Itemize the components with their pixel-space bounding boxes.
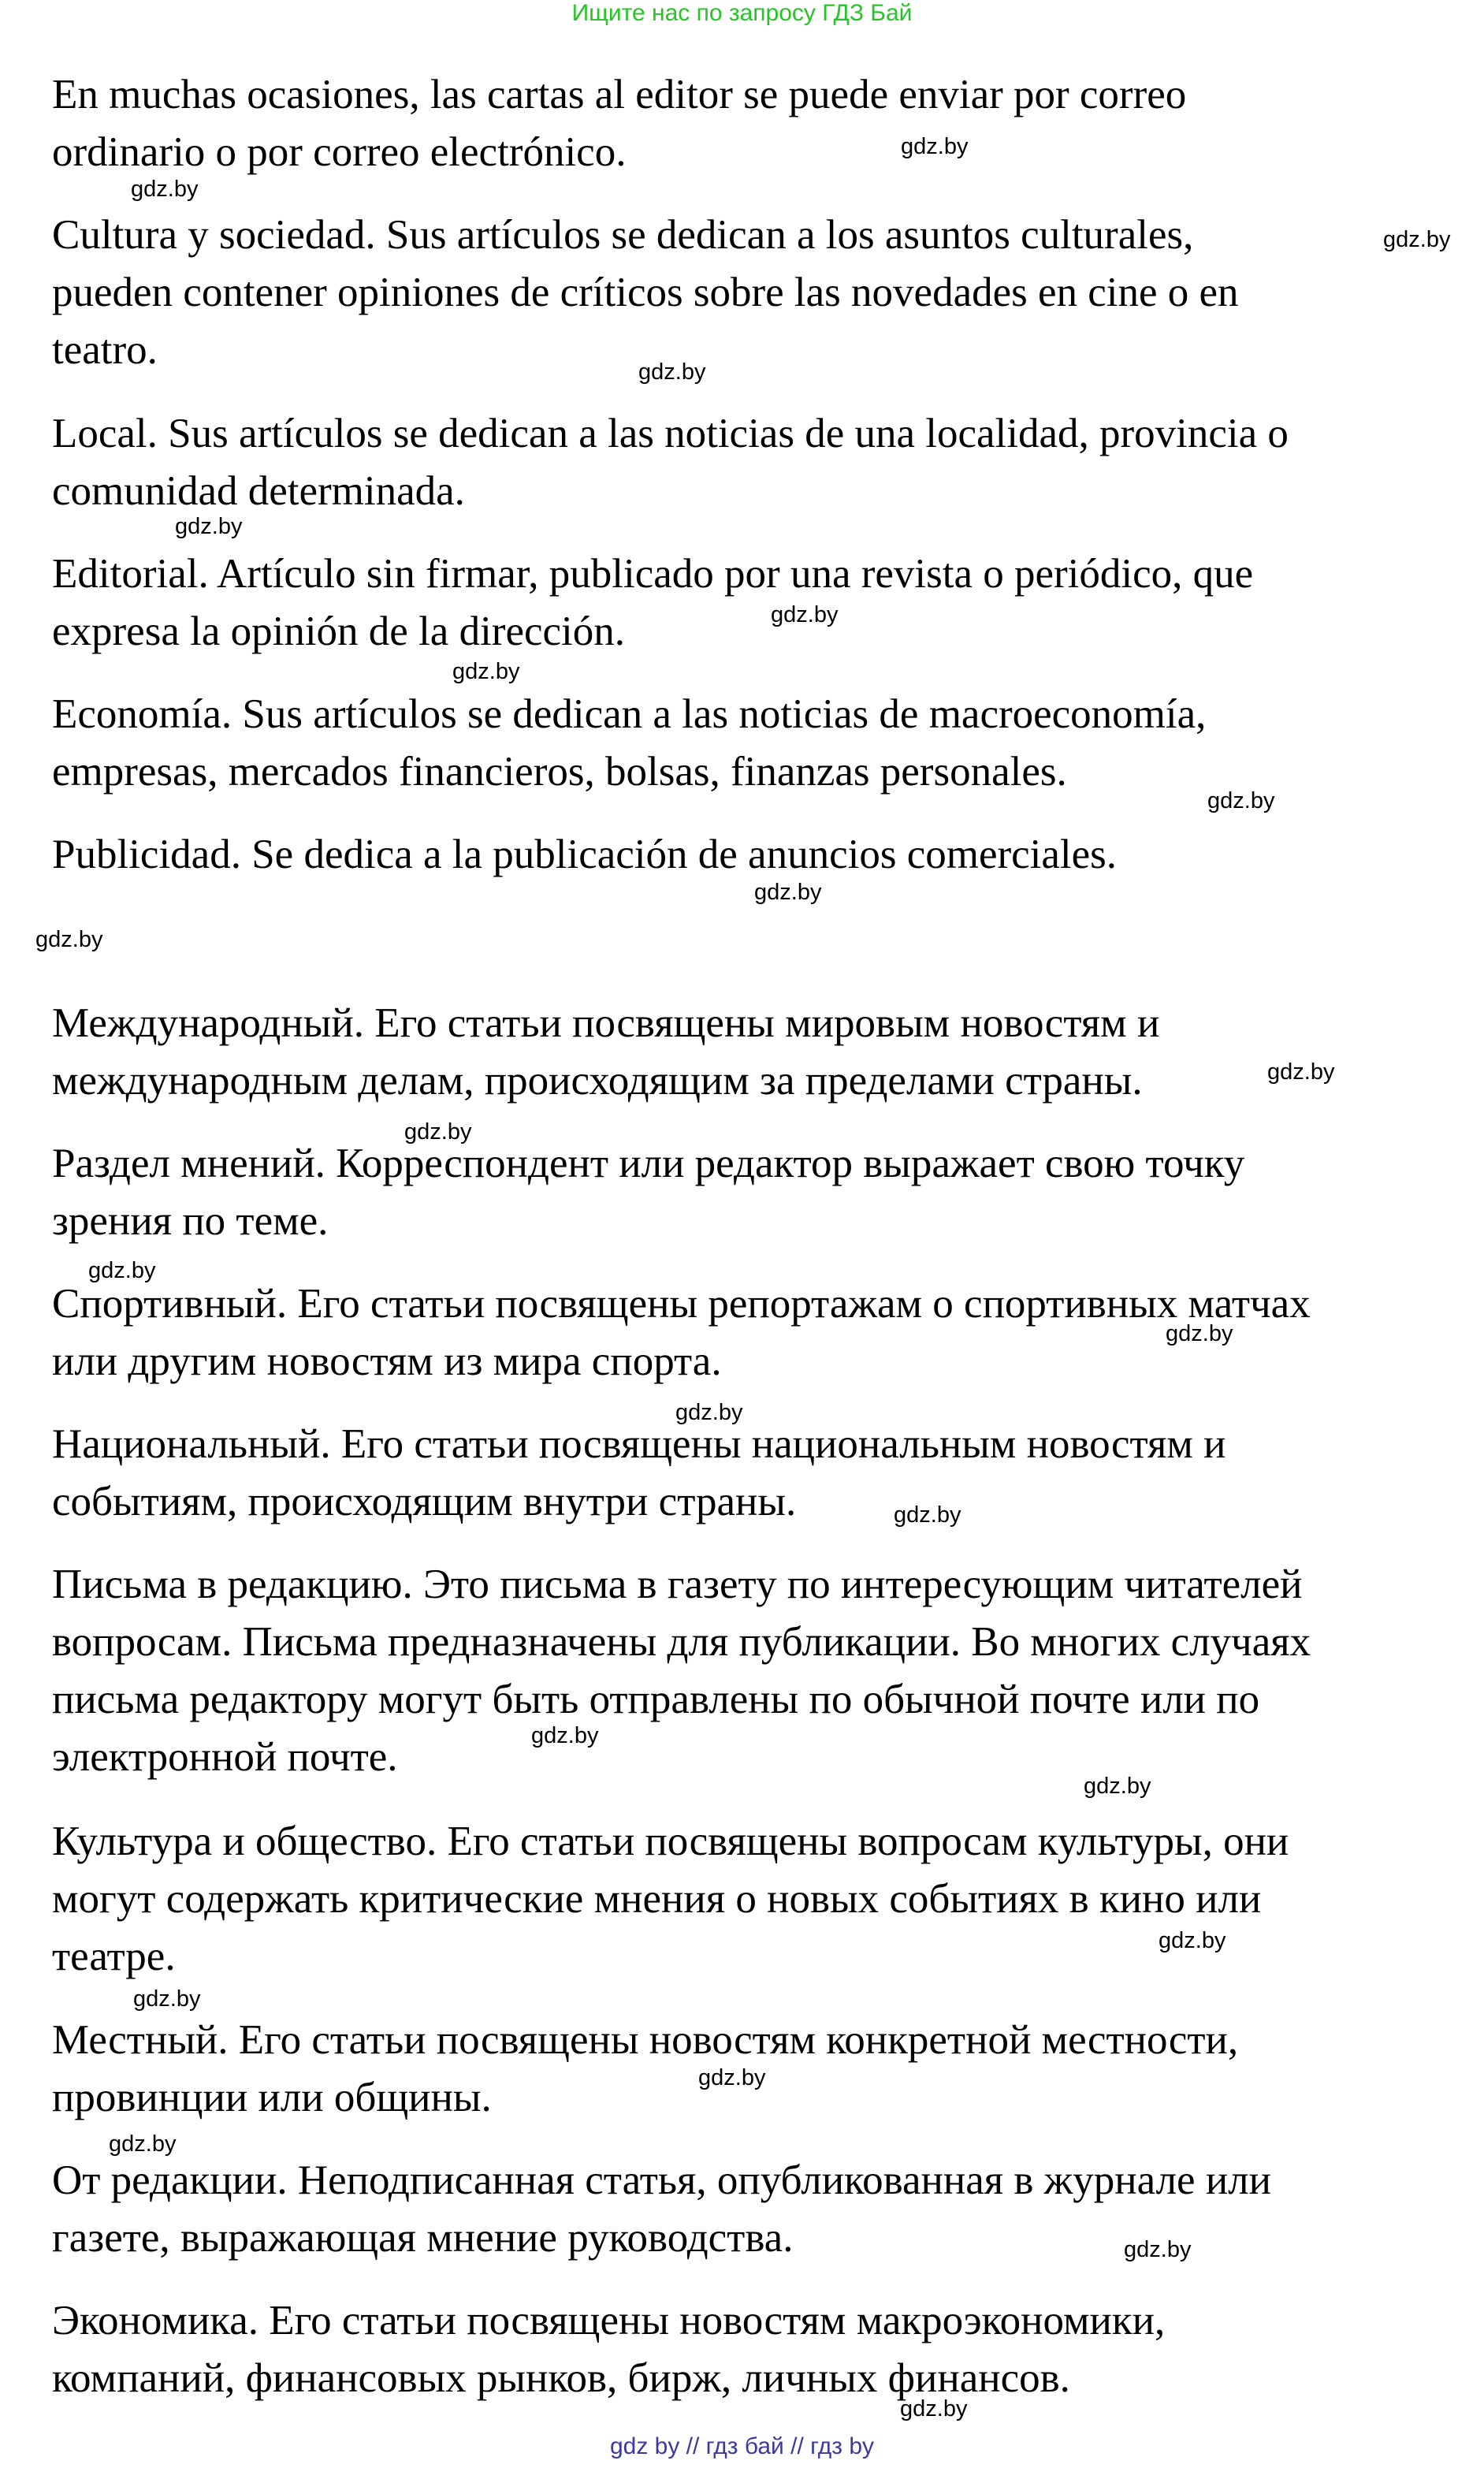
text-line: От редакции. Неподписанная статья, опубликованная в журнале или xyxy=(52,2157,1271,2203)
text-line: Раздел мнений. Корреспондент или редактор выражает свою точку xyxy=(52,1141,1245,1186)
paragraph-local-es xyxy=(52,405,1471,520)
text-line: Publicidad. Se dedica a la publicación de anuncios comerciales. xyxy=(52,832,1118,877)
watermark: gdz.by xyxy=(133,1986,201,2012)
paragraph-culture-es xyxy=(52,207,1471,379)
paragraph-culture-ru xyxy=(52,1813,1471,1986)
text-line: вопросам. Письма предназначены для публикации. Во многих случаях xyxy=(52,1619,1311,1665)
text-line: Cultura y sociedad. Sus artículos se dedican a los asuntos culturales, xyxy=(52,212,1194,258)
watermark: gdz.by xyxy=(1084,1774,1151,1799)
paragraph-opinion-ru xyxy=(52,1135,1471,1250)
watermark: gdz.by xyxy=(1207,788,1275,813)
paragraph-economy-ru xyxy=(52,2292,1471,2407)
watermark: gdz.by xyxy=(1159,1928,1226,1953)
text-line: Местный. Его статьи посвящены новостям конкретной местности, xyxy=(52,2017,1239,2063)
watermark: gdz.by xyxy=(638,359,706,385)
watermark: gdz.by xyxy=(698,2065,766,2090)
text-line: международным делам, происходящим за пределами страны. xyxy=(52,1058,1143,1104)
watermark: gdz.by xyxy=(35,927,103,952)
text-line: Local. Sus artículos se dedican a las noticias de una localidad, provincia o xyxy=(52,411,1289,456)
site-search-banner: Ищите нас по запросу ГДЗ Бай xyxy=(571,0,913,26)
text-line: электронной почте. xyxy=(52,1734,398,1780)
paragraph-editorial-ru xyxy=(52,2152,1471,2267)
watermark: gdz.by xyxy=(754,880,822,905)
paragraph-national-ru xyxy=(52,1416,1471,1531)
text-line: expresa la opinión de la dirección. xyxy=(52,609,625,654)
text-line: Международный. Его статьи посвящены мировым новостям и xyxy=(52,1000,1160,1046)
text-line: Спортивный. Его статьи посвящены репортажам о спортивных матчах xyxy=(52,1281,1311,1327)
paragraph-economy-es xyxy=(52,686,1471,801)
paragraph-international-ru xyxy=(52,995,1471,1110)
text-line: провинции или общины. xyxy=(52,2075,492,2120)
watermark: gdz.by xyxy=(131,177,199,202)
paragraph-letters-editor-es xyxy=(52,66,1471,181)
watermark: gdz.by xyxy=(175,514,243,539)
watermark: gdz.by xyxy=(1166,1321,1233,1346)
paragraph-sports-ru xyxy=(52,1275,1471,1390)
paragraph-letters-ru xyxy=(52,1556,1471,1786)
watermark: gdz.by xyxy=(894,1502,961,1528)
text-line: событиям, происходящим внутри страны. xyxy=(52,1479,797,1524)
watermark: gdz.by xyxy=(675,1400,743,1425)
watermark: gdz.by xyxy=(771,602,839,627)
text-line: Editorial. Artículo sin firmar, publicado por una revista o periódico, que xyxy=(52,551,1254,597)
text-line: Экономика. Его статьи посвящены новостям макроэкономики, xyxy=(52,2298,1166,2343)
watermark: gdz.by xyxy=(109,2131,177,2157)
paragraph-editorial-es xyxy=(52,545,1471,661)
footer-watermark: gdz by // гдз бай // гдз by xyxy=(609,2433,875,2459)
watermark: gdz.by xyxy=(1124,2237,1192,2262)
text-line: театре. xyxy=(52,1934,176,1979)
text-line: Национальный. Его статьи посвящены национальным новостям и xyxy=(52,1421,1226,1467)
watermark: gdz.by xyxy=(404,1119,472,1145)
text-line: teatro. xyxy=(52,327,158,373)
text-line: Economía. Sus artículos se dedican a las noticias de macroeconomía, xyxy=(52,691,1207,737)
watermark: gdz.by xyxy=(1267,1059,1335,1085)
watermark: gdz.by xyxy=(900,2396,968,2421)
text-line: En muchas ocasiones, las cartas al editor se puede enviar por correo xyxy=(52,72,1187,117)
watermark: gdz.by xyxy=(901,134,969,159)
text-line: ordinario o por correo electrónico. xyxy=(52,129,627,175)
text-line: Культура и общество. Его статьи посвящены вопросам культуры, они xyxy=(52,1818,1289,1864)
watermark: gdz.by xyxy=(452,659,520,684)
text-line: могут содержать критические мнения о новых событиях в кино или xyxy=(52,1876,1262,1922)
text-line: газете, выражающая мнение руководства. xyxy=(52,2215,794,2261)
text-line: зрения по теме. xyxy=(52,1198,329,1244)
text-line: или другим новостям из мира спорта. xyxy=(52,1338,722,1384)
watermark: gdz.by xyxy=(88,1258,156,1283)
watermark: gdz.by xyxy=(1383,227,1451,252)
text-line: pueden contener opiniones de críticos sobre las novedades en cine o en xyxy=(52,270,1239,315)
text-line: письма редактору могут быть отправлены по обычной почте или по xyxy=(52,1677,1260,1722)
text-line: comunidad determinada. xyxy=(52,468,465,514)
watermark: gdz.by xyxy=(531,1723,599,1748)
text-line: Письма в редакцию. Это письма в газету по интересующим читателей xyxy=(52,1562,1303,1607)
text-line: компаний, финансовых рынков, бирж, личных финансов. xyxy=(52,2355,1070,2401)
paragraph-advertising-es xyxy=(52,826,1471,884)
text-line: empresas, mercados financieros, bolsas, finanzas personales. xyxy=(52,749,1067,795)
